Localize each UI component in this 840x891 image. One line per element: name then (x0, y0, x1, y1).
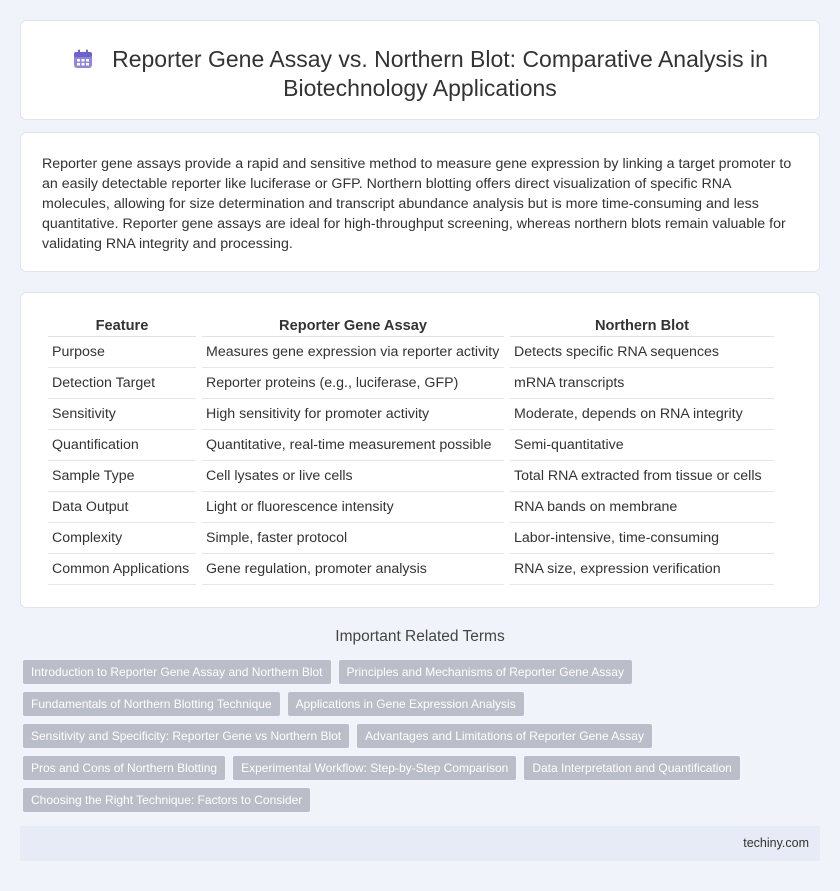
related-term-tag[interactable]: Data Interpretation and Quantification (524, 756, 739, 780)
feature-cell: Data Output (48, 492, 196, 523)
table-row (48, 399, 774, 430)
table-row (48, 554, 774, 585)
table-row (48, 368, 774, 399)
related-term-tag[interactable]: Advantages and Limitations of Reporter Gene Assay (357, 724, 652, 748)
reporter-cell: Measures gene expression via reporter activity (202, 337, 504, 368)
footer (20, 826, 820, 861)
title-line-2: Biotechnology Applications (283, 75, 557, 101)
northern-cell: Labor-intensive, time-consuming (510, 523, 774, 554)
northern-cell: RNA bands on membrane (510, 492, 774, 523)
related-term-tag[interactable]: Experimental Workflow: Step-by-Step Comparison (233, 756, 516, 780)
column-header-reporter: Reporter Gene Assay (202, 315, 504, 337)
calendar-icon (72, 48, 94, 70)
northern-cell: Moderate, depends on RNA integrity (510, 399, 774, 430)
northern-cell: RNA size, expression verification (510, 554, 774, 585)
related-terms-list (23, 660, 783, 812)
title-line-1: Reporter Gene Assay vs. Northern Blot: Comparative Analysis in (112, 46, 768, 72)
table-header-row (48, 315, 774, 337)
related-term-tag[interactable]: Principles and Mechanisms of Reporter Gene Assay (339, 660, 632, 684)
related-terms-title: Important Related Terms (335, 628, 505, 645)
reporter-cell: High sensitivity for promoter activity (202, 399, 504, 430)
column-header-northern: Northern Blot (510, 315, 774, 337)
feature-cell: Complexity (48, 523, 196, 554)
column-header-feature: Feature (48, 315, 196, 337)
summary-card (20, 132, 820, 272)
reporter-cell: Light or fluorescence intensity (202, 492, 504, 523)
feature-cell: Common Applications (48, 554, 196, 585)
reporter-cell: Simple, faster protocol (202, 523, 504, 554)
summary-text: Reporter gene assays provide a rapid and sensitive method to measure gene expression by linking a target promoter to an easily detectable reporter like luciferase or GFP. Northern blotting offers direct visualization of specific RNA molecules, allowing for size determination and transcript abundance analysis but is more time-consuming and less quantitative. Reporter gene assays are ideal for high-throughput screening, whereas northern blots remain valuable for validating RNA integrity and processing. (42, 156, 792, 252)
page-title (21, 45, 819, 103)
table-row (48, 337, 774, 368)
feature-cell: Purpose (48, 337, 196, 368)
northern-cell: Semi-quantitative (510, 430, 774, 461)
reporter-cell: Gene regulation, promoter analysis (202, 554, 504, 585)
feature-cell: Quantification (48, 430, 196, 461)
related-term-tag[interactable]: Pros and Cons of Northern Blotting (23, 756, 225, 780)
feature-cell: Detection Target (48, 368, 196, 399)
related-term-tag[interactable]: Applications in Gene Expression Analysis (288, 692, 524, 716)
comparison-card (20, 292, 820, 608)
reporter-cell: Reporter proteins (e.g., luciferase, GFP) (202, 368, 504, 399)
reporter-cell: Cell lysates or live cells (202, 461, 504, 492)
feature-cell: Sensitivity (48, 399, 196, 430)
related-term-tag[interactable]: Fundamentals of Northern Blotting Technique (23, 692, 280, 716)
reporter-cell: Quantitative, real-time measurement possible (202, 430, 504, 461)
table-row (48, 430, 774, 461)
northern-cell: mRNA transcripts (510, 368, 774, 399)
northern-cell: Detects specific RNA sequences (510, 337, 774, 368)
table-row (48, 461, 774, 492)
header-card (20, 20, 820, 120)
table-row (48, 523, 774, 554)
northern-cell: Total RNA extracted from tissue or cells (510, 461, 774, 492)
related-term-tag[interactable]: Introduction to Reporter Gene Assay and Northern Blot (23, 660, 331, 684)
related-term-tag[interactable]: Choosing the Right Technique: Factors to Consider (23, 788, 310, 812)
feature-cell: Sample Type (48, 461, 196, 492)
table-body (48, 337, 774, 585)
related-term-tag[interactable]: Sensitivity and Specificity: Reporter Gene vs Northern Blot (23, 724, 349, 748)
table-row (48, 492, 774, 523)
comparison-table (42, 315, 780, 585)
footer-site[interactable]: techiny.com (743, 836, 809, 850)
